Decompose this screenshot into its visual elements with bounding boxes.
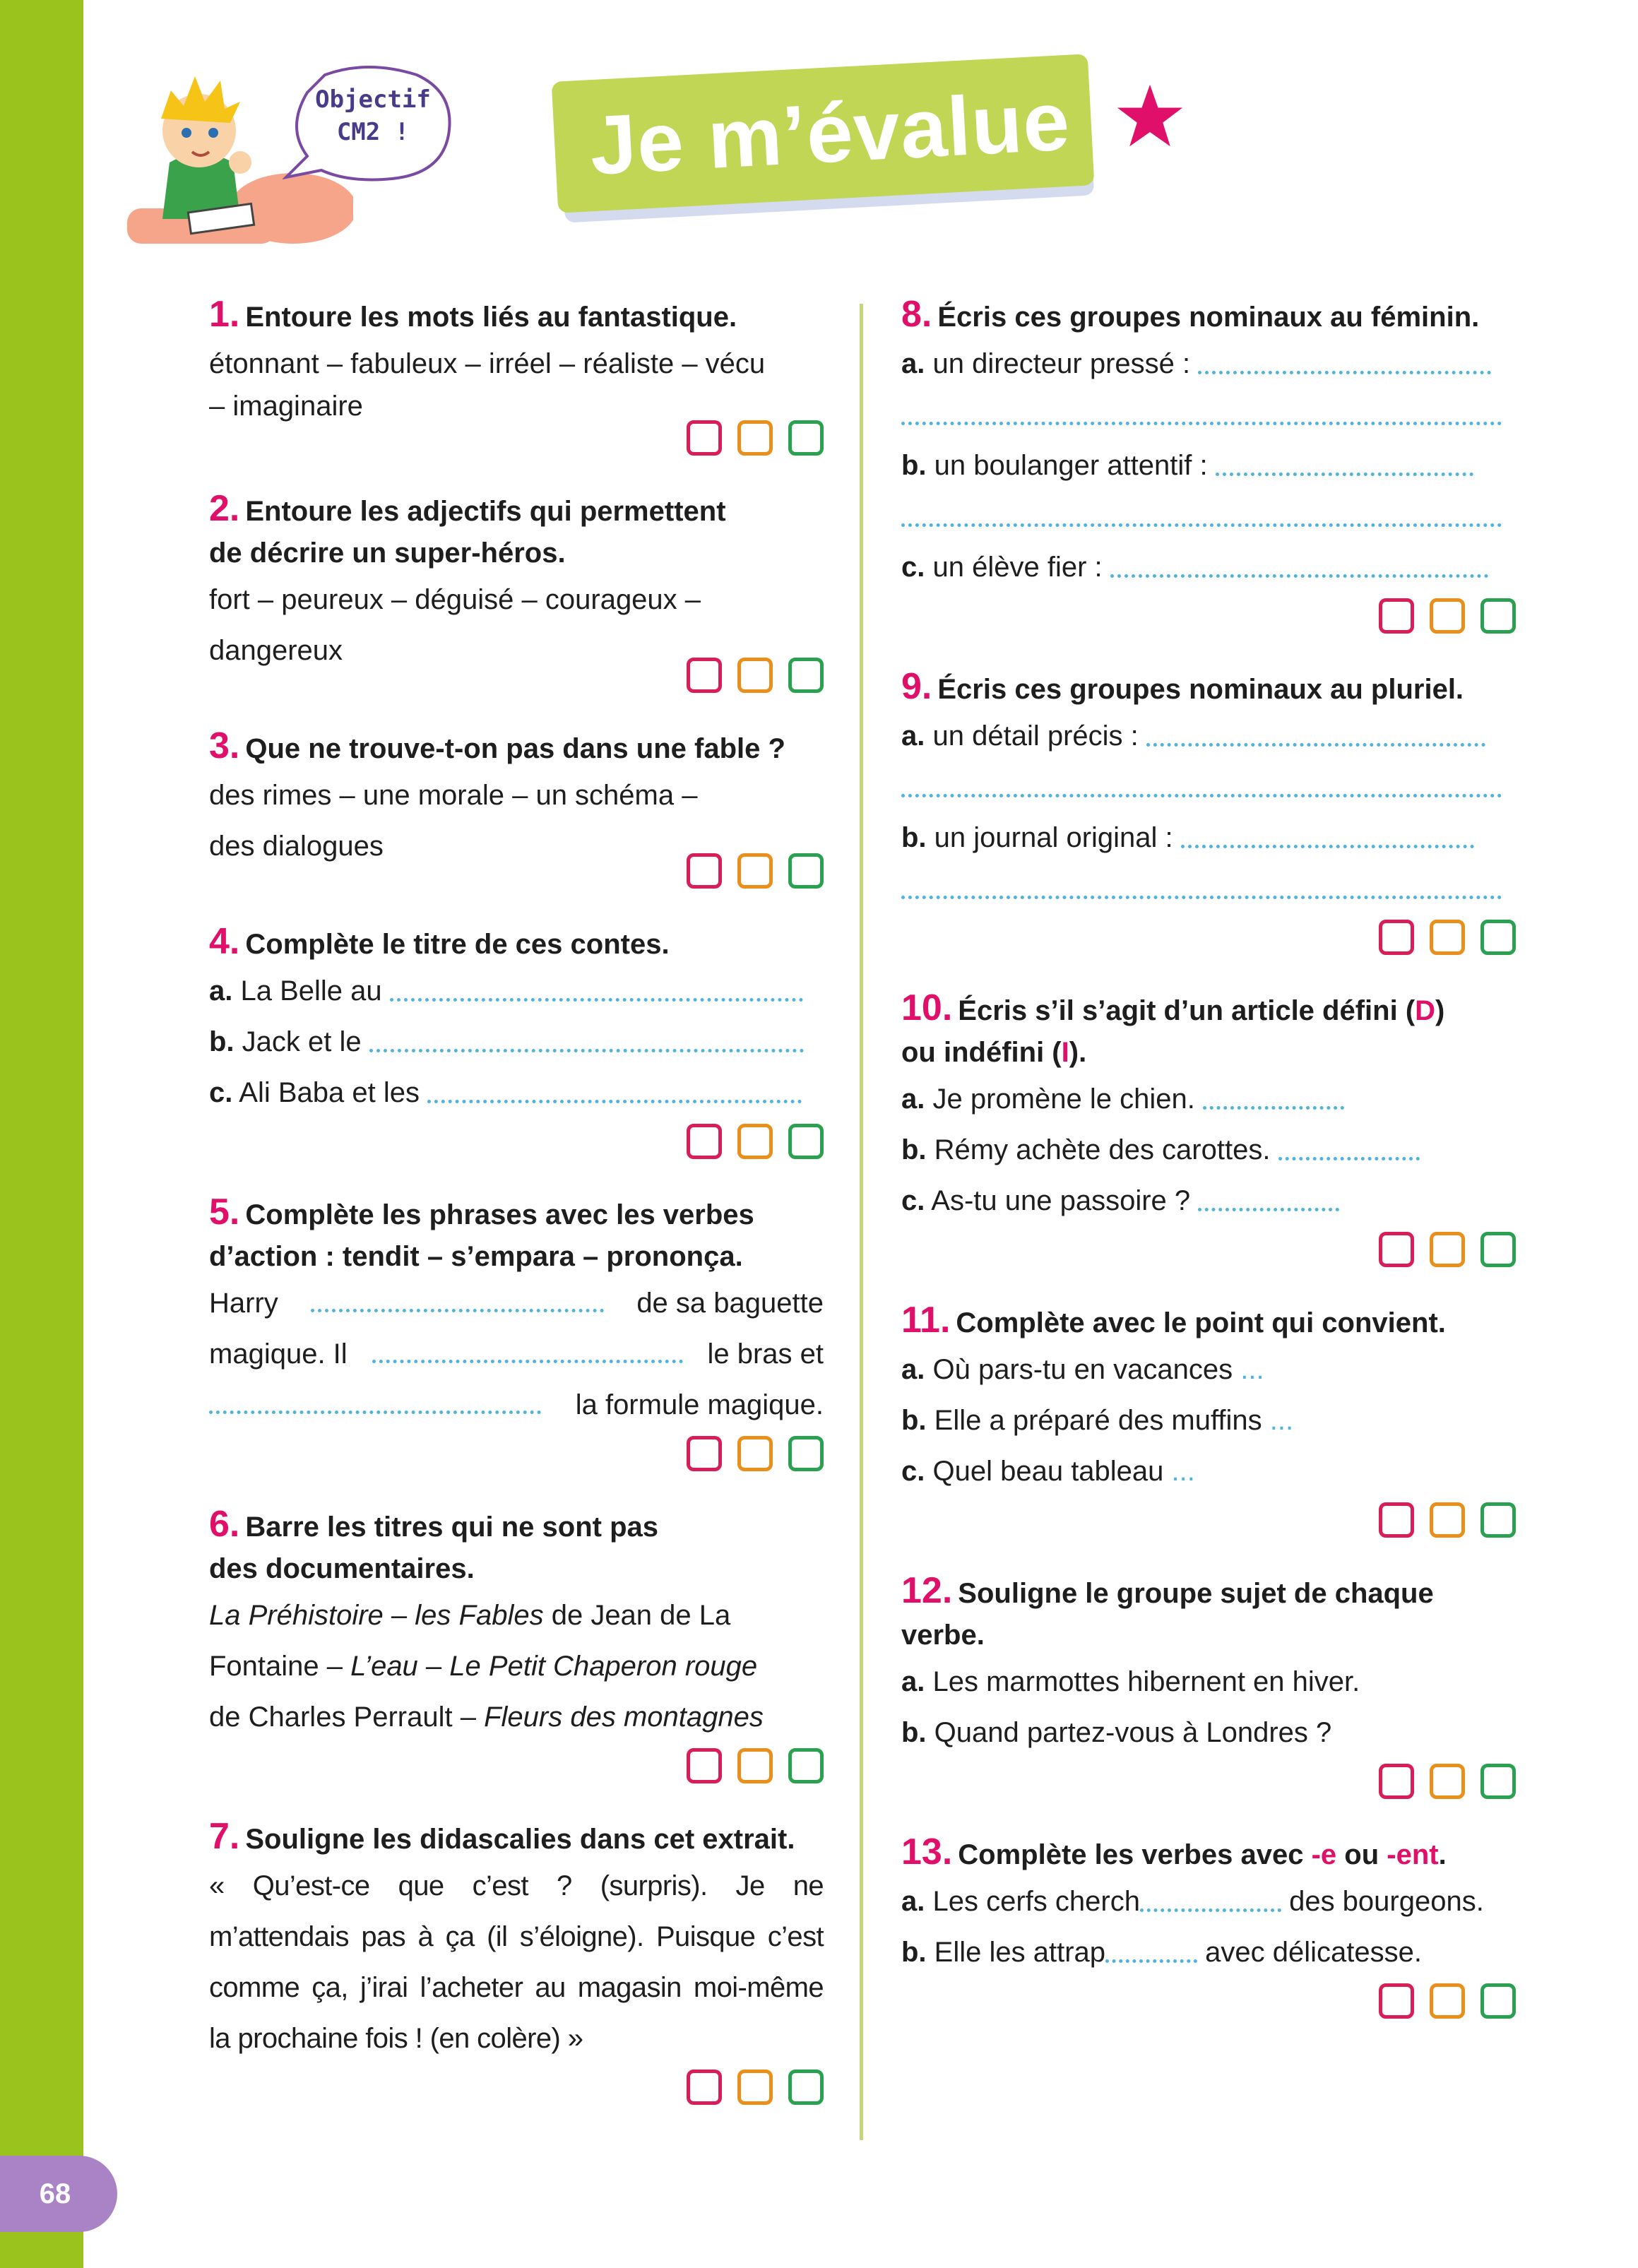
item-letter: a. [901, 1083, 925, 1115]
item-text: Ali Baba et les [239, 1077, 420, 1108]
item-letter: a. [901, 1666, 925, 1697]
answer-blank[interactable] [901, 509, 1502, 527]
item-text: Elle les attrap [934, 1937, 1106, 1968]
exercise-title [209, 1816, 824, 1860]
item-text: un détail précis : [932, 720, 1139, 752]
word-list-line: étonnant – fabuleux – irréel – réaliste – vécu [209, 348, 766, 379]
green-checkbox[interactable] [1480, 1502, 1516, 1538]
exercise-instruction: Écris ces groupes nominaux au pluriel. [937, 674, 1464, 705]
sentence-line [209, 1379, 824, 1430]
green-checkbox[interactable] [788, 1436, 824, 1471]
self-eval-boxes [901, 1502, 1516, 1538]
exercise-number: 11. [901, 1300, 951, 1341]
undefined-marker: I [1061, 1037, 1069, 1068]
answer-blank[interactable] [1140, 1894, 1281, 1912]
exercise-13 [901, 1831, 1516, 2019]
item-text: Elle a préparé des muffins [934, 1405, 1262, 1436]
item-b [901, 1707, 1516, 1758]
exercise-number: 8. [901, 294, 932, 335]
exercise-number: 10. [901, 987, 953, 1028]
exercise-title [209, 725, 824, 770]
self-eval-boxes [209, 2070, 824, 2105]
exercise-9 [901, 666, 1516, 955]
orange-checkbox[interactable] [737, 1436, 773, 1471]
item-c [901, 1446, 1516, 1497]
word-list-line: dangereux [209, 635, 343, 666]
bubble-line-1: Objectif [315, 85, 431, 114]
item-text: Jack et le [242, 1026, 362, 1057]
sentence-text: magique. Il [209, 1338, 348, 1370]
answer-blank[interactable] [1105, 1945, 1197, 1963]
exercise-instruction: Que ne trouve-t-on pas dans une fable ? [245, 733, 785, 764]
item-letter: b. [901, 822, 927, 853]
separator: – [383, 1600, 415, 1631]
exercise-instruction: Barre les titres qui ne sont pas [245, 1512, 659, 1543]
item-letter: a. [209, 975, 233, 1007]
exercise-number: 7. [209, 1816, 240, 1857]
exercise-title [209, 1504, 824, 1590]
word-list-line: des dialogues [209, 831, 384, 862]
exercise-number: 13. [901, 1831, 953, 1872]
item-text: un élève fier : [932, 552, 1103, 583]
self-eval-boxes [209, 1124, 824, 1159]
exercise-instruction: ou indéfini ( [901, 1037, 1062, 1068]
answer-blank[interactable] [901, 881, 1502, 899]
book-title: L’eau [350, 1651, 418, 1682]
item-letter: b. [209, 1026, 235, 1057]
exercise-10 [901, 987, 1516, 1267]
answer-blank[interactable] [1110, 560, 1488, 578]
exercise-instruction: . [1438, 1839, 1447, 1870]
answer-line [901, 491, 1516, 542]
answer-blank[interactable] [1278, 1143, 1420, 1160]
exercise-instruction: Entoure les adjectifs qui permettent [245, 496, 726, 527]
green-checkbox[interactable] [788, 420, 824, 456]
author-text: de Jean de La [543, 1600, 731, 1631]
item-letter: b. [901, 1134, 927, 1165]
exercise-3 [209, 725, 824, 889]
green-checkbox[interactable] [788, 853, 824, 889]
item-letter: b. [901, 1405, 927, 1436]
answer-blank[interactable] [369, 1035, 804, 1052]
page-number: 68 [0, 2156, 117, 2232]
self-eval-boxes [901, 920, 1516, 955]
green-checkbox[interactable] [1480, 598, 1516, 634]
sentence-text: la formule magique. [575, 1389, 824, 1420]
exercise-6 [209, 1504, 824, 1783]
answer-line [901, 761, 1516, 812]
exercise-instruction: Complète le titre de ces contes. [245, 929, 670, 960]
exercise-title [901, 987, 1516, 1074]
item-letter: c. [901, 552, 925, 583]
item-text: Quand partez-vous à Londres ? [934, 1717, 1332, 1748]
answer-line [901, 863, 1516, 914]
self-eval-boxes [901, 598, 1516, 634]
left-accent-bar [0, 0, 83, 2268]
red-checkbox[interactable] [1379, 920, 1414, 955]
answer-blank[interactable] [390, 984, 803, 1002]
red-checkbox[interactable] [687, 2070, 722, 2105]
author-text: Fontaine – [209, 1651, 351, 1682]
item-text: un boulanger attentif : [934, 450, 1208, 481]
item-text: un journal original : [934, 822, 1173, 853]
exercise-instruction: des documentaires. [209, 1553, 475, 1584]
exercise-number: 6. [209, 1504, 240, 1545]
red-checkbox[interactable] [1379, 1232, 1414, 1267]
exercise-number: 9. [901, 666, 932, 707]
answer-line [901, 389, 1516, 440]
exercise-instruction: Écris s’il s’agit d’un article défini ( [958, 995, 1416, 1026]
red-checkbox[interactable] [687, 420, 722, 456]
sentence-text: le bras et [707, 1338, 824, 1370]
answer-blank[interactable] [311, 1295, 604, 1312]
exercise-title [901, 294, 1516, 338]
item-a [901, 1074, 1516, 1124]
answer-blank[interactable]: ... [1240, 1354, 1264, 1385]
exercise-number: 1. [209, 294, 240, 335]
ending-ent: -ent [1387, 1839, 1439, 1870]
item-a [901, 1656, 1516, 1707]
self-eval-boxes [901, 1983, 1516, 2019]
word-list-line: fort – peureux – déguisé – courageux – [209, 584, 701, 615]
answer-blank[interactable] [1216, 458, 1473, 476]
orange-checkbox[interactable] [737, 420, 773, 456]
title-banner [554, 54, 1105, 223]
answer-blank[interactable] [901, 780, 1502, 797]
sentence-line [209, 1278, 824, 1329]
red-checkbox[interactable] [687, 1748, 722, 1783]
exercise-instruction: Souligne les didascalies dans cet extrait. [245, 1824, 795, 1855]
green-checkbox[interactable] [1480, 920, 1516, 955]
answer-blank[interactable] [1146, 729, 1485, 747]
answer-blank[interactable] [209, 1396, 541, 1414]
bubble-line-2: CM2 ! [336, 118, 410, 146]
exercise-instruction: Entoure les mots liés au fantastique. [245, 302, 737, 333]
red-checkbox[interactable] [1379, 1983, 1414, 2019]
orange-checkbox[interactable] [737, 2070, 773, 2105]
exercise-5 [209, 1192, 824, 1471]
item-text: Où pars-tu en vacances [932, 1354, 1233, 1385]
exercise-instruction: ou [1336, 1839, 1387, 1870]
exercise-title [901, 1300, 1516, 1344]
exercise-instruction: Souligne le groupe sujet de chaque verbe. [901, 1578, 1434, 1651]
exercise-number: 3. [209, 725, 240, 766]
item-text: Je promène le chien. [932, 1083, 1195, 1115]
item-text: un directeur pressé : [932, 348, 1191, 379]
item-a [901, 711, 1516, 761]
item-b [901, 812, 1516, 863]
answer-blank[interactable]: ... [1171, 1456, 1195, 1487]
exercise-title [209, 1192, 824, 1278]
item-c [901, 1175, 1516, 1226]
item-b [901, 1927, 1516, 1978]
item-text: des bourgeons. [1289, 1886, 1484, 1917]
item-c [209, 1067, 824, 1118]
item-text: La Belle au [240, 975, 382, 1007]
exercise-title [901, 1570, 1516, 1656]
orange-checkbox[interactable] [1430, 1502, 1465, 1538]
self-eval-boxes [901, 1764, 1516, 1799]
self-eval-boxes [209, 1436, 824, 1471]
exercise-number: 5. [209, 1192, 240, 1233]
exercise-4 [209, 921, 824, 1159]
book-title: Fleurs des montagnes [484, 1702, 764, 1733]
red-checkbox[interactable] [687, 1124, 722, 1159]
separator: – [417, 1651, 450, 1682]
exercise-number: 4. [209, 921, 240, 962]
exercise-instruction: d’action : tendit – s’empara – prononça. [209, 1241, 743, 1272]
item-text: Rémy achète des carottes. [934, 1134, 1271, 1165]
exercise-11 [901, 1300, 1516, 1538]
exercise-title [901, 1831, 1516, 1876]
item-c [901, 542, 1516, 593]
titles-line [209, 1641, 824, 1692]
exercise-title [901, 666, 1516, 711]
item-a [901, 338, 1516, 389]
item-text: Les marmottes hibernent en hiver. [932, 1666, 1360, 1697]
red-checkbox[interactable] [687, 853, 722, 889]
item-a [901, 1876, 1516, 1927]
page-title: Je m’évalue [587, 74, 1073, 193]
answer-blank[interactable]: ... [1269, 1405, 1294, 1436]
book-title: Le Petit Chaperon rouge [449, 1651, 758, 1682]
word-list-line: des rimes – une morale – un schéma – [209, 780, 698, 811]
exercise-7 [209, 1816, 824, 2105]
item-text: Quel beau tableau [932, 1456, 1164, 1487]
green-checkbox[interactable] [788, 2070, 824, 2105]
exercise-instruction: Complète les verbes avec [958, 1839, 1312, 1870]
item-letter: a. [901, 1354, 925, 1385]
item-a [901, 1344, 1516, 1395]
exercise-instruction: ). [1069, 1037, 1087, 1068]
orange-checkbox[interactable] [1430, 1764, 1465, 1799]
exercise-title [209, 921, 824, 966]
orange-checkbox[interactable] [1430, 920, 1465, 955]
answer-blank[interactable] [901, 408, 1502, 425]
right-column [901, 294, 1516, 2051]
item-letter: a. [901, 1886, 925, 1917]
answer-blank[interactable] [1198, 1194, 1339, 1211]
sentence-text: de sa baguette [636, 1288, 824, 1319]
ending-e: -e [1311, 1839, 1337, 1870]
column-divider [860, 304, 863, 2140]
item-letter: c. [901, 1185, 925, 1216]
item-letter: a. [901, 348, 925, 379]
word-list-line: – imaginaire [209, 391, 363, 422]
answer-blank[interactable] [1203, 1092, 1344, 1110]
orange-checkbox[interactable] [737, 1124, 773, 1159]
item-letter: c. [209, 1077, 233, 1108]
red-checkbox[interactable] [687, 658, 722, 693]
item-text: Les cerfs cherch [932, 1886, 1140, 1917]
green-checkbox[interactable] [788, 1748, 824, 1783]
green-checkbox[interactable] [788, 1124, 824, 1159]
orange-checkbox[interactable] [1430, 1232, 1465, 1267]
star-icon [1116, 82, 1184, 150]
sentence-text: Harry [209, 1288, 278, 1319]
sentence-line [209, 1329, 824, 1379]
exercise-number: 12. [901, 1570, 953, 1611]
answer-blank[interactable] [427, 1086, 802, 1103]
self-eval-boxes [209, 1748, 824, 1783]
item-b [209, 1016, 824, 1067]
exercise-1 [209, 294, 824, 456]
self-eval-boxes [901, 1232, 1516, 1267]
green-checkbox[interactable] [1480, 1764, 1516, 1799]
item-a [209, 966, 824, 1016]
author-text: de Charles Perrault – [209, 1702, 485, 1733]
orange-checkbox[interactable] [1430, 598, 1465, 634]
titles-line [209, 1692, 824, 1742]
item-letter: b. [901, 1937, 927, 1968]
answer-blank[interactable] [372, 1346, 683, 1363]
answer-blank[interactable] [1198, 357, 1491, 374]
orange-checkbox[interactable] [737, 1748, 773, 1783]
book-title: les Fables [415, 1600, 544, 1631]
left-column [209, 294, 824, 2137]
red-checkbox[interactable] [1379, 598, 1414, 634]
item-text: avec délicatesse. [1205, 1937, 1422, 1968]
defined-marker: D [1415, 995, 1436, 1026]
item-b [901, 1395, 1516, 1446]
titles-line [209, 1590, 824, 1641]
item-letter: b. [901, 450, 927, 481]
bubble-text [302, 83, 444, 148]
exercise-8 [901, 294, 1516, 634]
item-b [901, 1124, 1516, 1175]
exercise-instruction: Complète avec le point qui convient. [956, 1307, 1446, 1338]
item-text: As-tu une passoire ? [931, 1185, 1191, 1216]
red-checkbox[interactable] [1379, 1502, 1414, 1538]
exercise-instruction: Écris ces groupes nominaux au féminin. [937, 302, 1480, 333]
exercise-instruction: Complète les phrases avec les verbes [245, 1199, 754, 1230]
orange-checkbox[interactable] [737, 853, 773, 889]
exercise-number: 2. [209, 488, 240, 529]
answer-blank[interactable] [1181, 831, 1474, 848]
green-checkbox[interactable] [1480, 1983, 1516, 2019]
exercise-title [209, 488, 824, 574]
exercise-instruction: ) [1435, 995, 1445, 1026]
play-extract: « Qu’est-ce que c’est ? (surpris). Je ne m’attendais pas à ça (il s’éloigne). Puisque c’est comme ça, j’irai l’acheter au magasin moi-même la prochaine fois ! (en colère) » [209, 1870, 824, 2054]
green-checkbox[interactable] [788, 658, 824, 693]
item-b [901, 440, 1516, 491]
orange-checkbox[interactable] [737, 658, 773, 693]
red-checkbox[interactable] [1379, 1764, 1414, 1799]
exercise-instruction: de décrire un super-héros. [209, 538, 566, 569]
red-checkbox[interactable] [687, 1436, 722, 1471]
item-letter: c. [901, 1456, 925, 1487]
item-letter: b. [901, 1717, 927, 1748]
exercise-title [209, 294, 824, 338]
exercise-2 [209, 488, 824, 693]
orange-checkbox[interactable] [1430, 1983, 1465, 2019]
exercise-12 [901, 1570, 1516, 1799]
green-checkbox[interactable] [1480, 1232, 1516, 1267]
item-letter: a. [901, 720, 925, 752]
book-title: La Préhistoire [209, 1600, 384, 1631]
